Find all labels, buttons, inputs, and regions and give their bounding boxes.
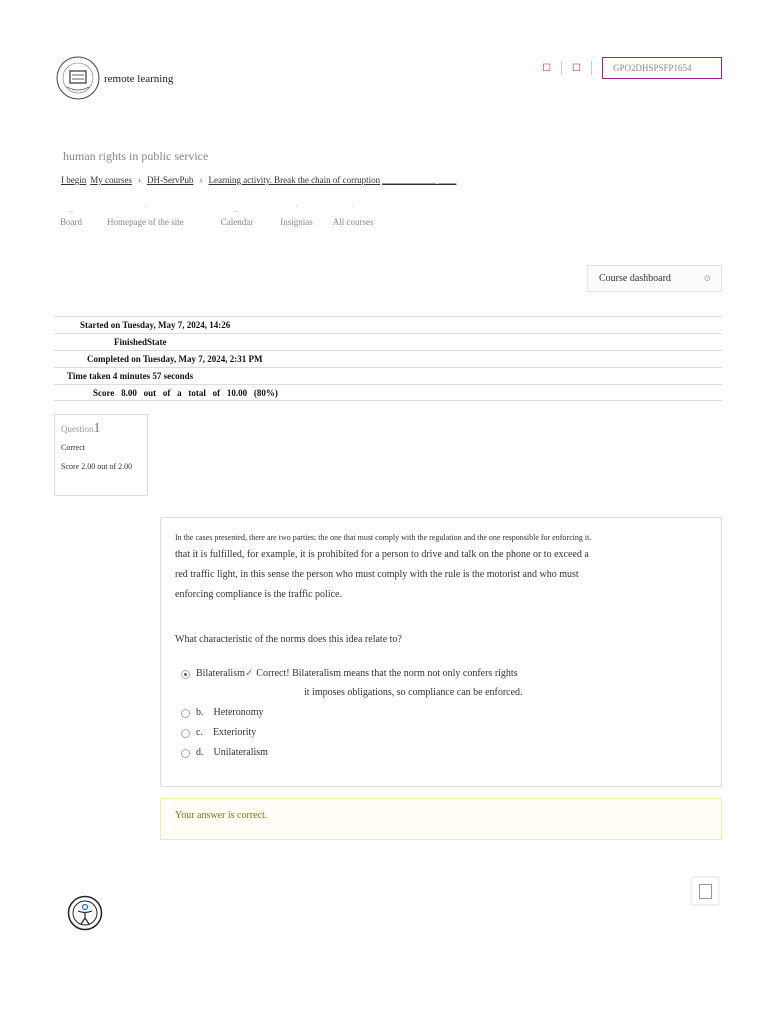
answer-option-a[interactable] <box>175 667 707 687</box>
site-logo[interactable] <box>55 55 173 101</box>
radio-icon[interactable] <box>181 729 190 738</box>
nav-homepage[interactable] <box>107 205 184 227</box>
messages-icon[interactable]: ☐ <box>572 62 581 74</box>
nav-all-courses[interactable] <box>333 205 374 227</box>
result-feedback <box>160 798 722 840</box>
radio-selected-icon[interactable] <box>181 670 190 679</box>
breadcrumb-trailing-link[interactable]: ____________ ____ <box>382 175 457 185</box>
nav-label: All courses <box>332 217 374 227</box>
home-icon: ` <box>144 204 147 213</box>
radio-icon[interactable] <box>181 709 190 718</box>
user-menu-button[interactable]: GPO2DHSPSFP1654 <box>602 57 722 79</box>
board-icon: _ <box>69 204 73 213</box>
breadcrumb-my-courses[interactable]: My courses <box>90 175 132 185</box>
course-title: human rights in public service <box>63 149 209 163</box>
toolbar-divider <box>591 61 592 75</box>
check-icon: ✓ <box>244 668 254 679</box>
university-seal-icon <box>55 55 101 101</box>
course-dashboard-label: Course dashboard <box>599 273 671 284</box>
page-block-toggle[interactable] <box>691 877 719 905</box>
answer-text: Bilateralism <box>196 668 245 679</box>
breadcrumb-separator: › <box>138 175 141 185</box>
radio-icon[interactable] <box>181 749 190 758</box>
question-text-line: that it is fulfilled, for example, it is prohibited for a person to drive and talk on the phone or to exceed a <box>175 549 589 560</box>
answer-letter: d. <box>196 747 204 758</box>
answer-options <box>175 667 707 766</box>
summary-state: FinishedState <box>54 333 722 350</box>
nav-label: Board <box>60 217 82 227</box>
summary-time-taken: Time taken 4 minutes 57 seconds <box>54 367 722 384</box>
courses-icon: ` <box>351 204 355 213</box>
question-number: 1 <box>93 421 101 436</box>
accessibility-icon[interactable] <box>67 895 103 931</box>
answer-option-b[interactable] <box>175 706 707 726</box>
dashboard-toggle-icon: ⊙ <box>703 273 711 283</box>
user-toolbar <box>532 57 722 79</box>
result-text: Your answer is correct. <box>175 810 268 821</box>
answer-letter: c. <box>196 727 203 738</box>
question-content <box>160 517 722 787</box>
answer-text: Exteriority <box>212 727 257 738</box>
logo-text: remote learning <box>104 73 174 85</box>
feedback-text-cont: it imposes obligations, so compliance can be enforced. <box>304 687 523 698</box>
course-dashboard-button[interactable] <box>587 265 722 292</box>
nav-label: Insignias <box>280 217 313 227</box>
nav-calendar[interactable] <box>221 205 253 227</box>
badge-icon: ` <box>295 204 298 213</box>
answer-option-d[interactable] <box>175 746 707 766</box>
summary-score: Score 8.00 out of a total of 10.00 (80%) <box>54 384 722 401</box>
nav-insignias[interactable] <box>280 205 313 227</box>
nav-label: Calendar <box>220 217 254 227</box>
toolbar-divider <box>561 61 562 75</box>
question-score: Score 2.00 out of 2.00 <box>61 462 133 471</box>
summary-completed: Completed on Tuesday, May 7, 2024, 2:31 PM <box>54 350 722 367</box>
question-text-line: red traffic light, in this sense the person who must comply with the rule is the motorist and who must <box>175 569 579 580</box>
nav-board[interactable] <box>59 205 83 227</box>
question-state: Correct <box>61 443 85 452</box>
feedback-text: Correct! Bilateralism means that the norm not only confers rights <box>256 668 518 679</box>
answer-option-c[interactable] <box>175 726 707 746</box>
question-prompt: What characteristic of the norms does this idea relate to? <box>175 634 402 645</box>
summary-started: Started on Tuesday, May 7, 2024, 14:26 <box>54 316 722 333</box>
question-label: Question <box>61 424 94 434</box>
breadcrumb-home[interactable]: I begin <box>61 175 87 185</box>
calendar-icon: _ <box>234 204 239 213</box>
answer-letter: b. <box>196 707 204 718</box>
answer-text: Heteronomy <box>213 707 264 718</box>
breadcrumb <box>61 175 456 185</box>
breadcrumb-separator: › <box>199 175 203 185</box>
question-text-intro: In the cases presented, there are two parties: the one that must comply with the regulation and the one responsible for enforcing it. <box>175 533 592 542</box>
breadcrumb-activity[interactable]: Learning activity. Break the chain of corruption <box>208 175 381 185</box>
question-info <box>54 414 148 496</box>
question-text-line: enforcing compliance is the traffic police. <box>175 589 342 600</box>
nav-label: Homepage of the site <box>107 217 184 227</box>
notifications-icon[interactable]: ☐ <box>542 62 552 74</box>
breadcrumb-course[interactable]: DH-ServPub <box>147 175 194 185</box>
answer-text: Unilateralism <box>213 747 268 758</box>
block-icon <box>699 884 712 899</box>
primary-nav <box>59 205 373 227</box>
attempt-summary <box>54 316 722 401</box>
